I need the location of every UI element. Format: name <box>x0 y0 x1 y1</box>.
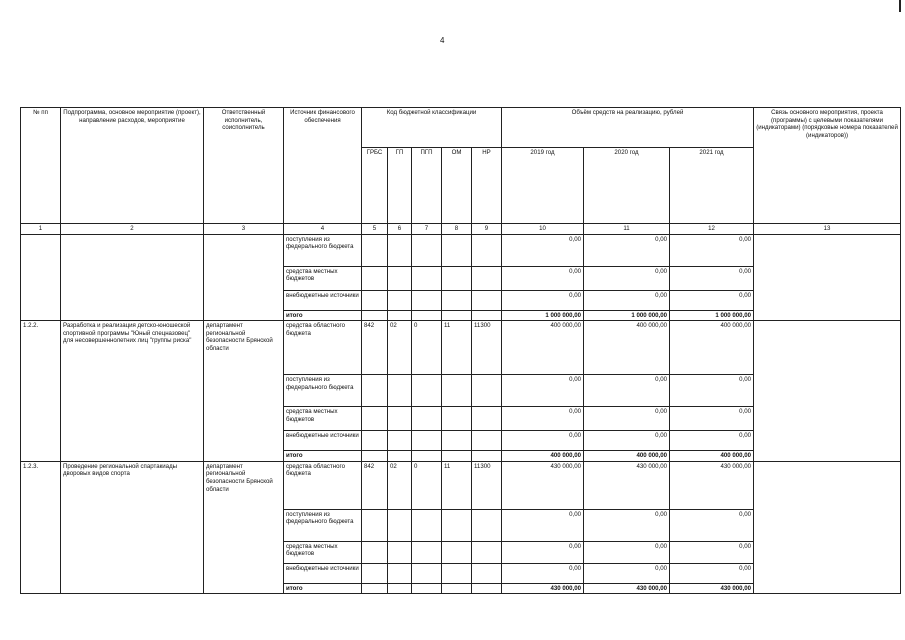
value-2020: 0,00 <box>584 266 670 290</box>
cont-name <box>61 234 204 321</box>
value-2020: 430 000,00 <box>584 461 670 509</box>
value-2021: 0,00 <box>670 563 754 583</box>
source-cell: средства местных бюджетов <box>284 541 362 563</box>
col-number: 1 <box>21 224 61 235</box>
item-executor: департамент региональной безопасности Брянской области <box>204 461 284 594</box>
value-2020: 0,00 <box>584 375 670 407</box>
cont-executor <box>204 234 284 321</box>
col-number: 6 <box>388 224 412 235</box>
total-2019: 1 000 000,00 <box>502 310 584 321</box>
col-number: 4 <box>284 224 362 235</box>
source-cell: внебюджетные источники <box>284 290 362 310</box>
header-budget-code: Код бюджетной классификации <box>362 108 502 148</box>
total-2020: 400 000,00 <box>584 451 670 462</box>
source-cell: средства областного бюджета <box>284 461 362 509</box>
table-row <box>21 461 901 509</box>
col-number: 13 <box>754 224 901 235</box>
item-link <box>754 461 901 594</box>
header-np: НР <box>472 148 502 224</box>
value-2020: 0,00 <box>584 407 670 431</box>
header-row-1 <box>21 108 901 148</box>
header-num: № пп <box>21 108 61 224</box>
value-2021: 0,00 <box>670 234 754 266</box>
value-2021: 0,00 <box>670 375 754 407</box>
value-2021: 400 000,00 <box>670 321 754 375</box>
source-cell: итого <box>284 583 362 594</box>
source-cell: поступления из федерального бюджета <box>284 234 362 266</box>
source-cell: итого <box>284 310 362 321</box>
item-link <box>754 321 901 462</box>
header-om: ОМ <box>442 148 472 224</box>
value-2021: 0,00 <box>670 541 754 563</box>
col-number: 7 <box>412 224 442 235</box>
budget-table <box>20 107 901 594</box>
col-number: 10 <box>502 224 584 235</box>
value-2021: 0,00 <box>670 431 754 451</box>
om-cell: 11 <box>442 461 472 509</box>
value-2021: 0,00 <box>670 290 754 310</box>
header-executor: Ответственный исполнитель, соисполнитель <box>204 108 284 224</box>
column-numbers-row <box>21 224 901 235</box>
col-number: 8 <box>442 224 472 235</box>
col-number: 5 <box>362 224 388 235</box>
value-2020: 0,00 <box>584 509 670 541</box>
col-number: 12 <box>670 224 754 235</box>
col-number: 9 <box>472 224 502 235</box>
np-cell: 11300 <box>472 321 502 375</box>
value-2020: 0,00 <box>584 290 670 310</box>
header-2021: 2021 год <box>670 148 754 224</box>
value-2019: 0,00 <box>502 266 584 290</box>
scan-edge-mark <box>899 0 901 12</box>
page-number: 4 <box>440 36 445 45</box>
gp-cell: 02 <box>388 321 412 375</box>
item-name: Разработка и реализация детско-юношеской спортивной программы "Юный спецназовец" для несовершеннолетних лиц "группы риска" <box>61 321 204 462</box>
header-grbs: ГРБС <box>362 148 388 224</box>
value-2019: 0,00 <box>502 234 584 266</box>
np-cell: 11300 <box>472 461 502 509</box>
total-2020: 430 000,00 <box>584 583 670 594</box>
total-2021: 430 000,00 <box>670 583 754 594</box>
source-cell: поступления из федерального бюджета <box>284 375 362 407</box>
value-2020: 400 000,00 <box>584 321 670 375</box>
value-2021: 0,00 <box>670 407 754 431</box>
total-2020: 1 000 000,00 <box>584 310 670 321</box>
item-executor: департамент региональной безопасности Брянской области <box>204 321 284 462</box>
col-number: 11 <box>584 224 670 235</box>
grbs-cell: 842 <box>362 321 388 375</box>
header-gp: ГП <box>388 148 412 224</box>
source-cell: средства областного бюджета <box>284 321 362 375</box>
value-2021: 0,00 <box>670 509 754 541</box>
value-2020: 0,00 <box>584 541 670 563</box>
header-2020: 2020 год <box>584 148 670 224</box>
value-2019: 0,00 <box>502 541 584 563</box>
col-number: 3 <box>204 224 284 235</box>
value-2019: 0,00 <box>502 407 584 431</box>
value-2020: 0,00 <box>584 563 670 583</box>
item-num: 1.2.3. <box>21 461 61 594</box>
item-name: Проведение региональной спартакиады дворовых видов спорта <box>61 461 204 594</box>
value-2021: 430 000,00 <box>670 461 754 509</box>
om-cell: 11 <box>442 321 472 375</box>
total-2021: 400 000,00 <box>670 451 754 462</box>
col-number: 2 <box>61 224 204 235</box>
value-2020: 0,00 <box>584 234 670 266</box>
cont-link <box>754 234 901 321</box>
table-row <box>21 321 901 375</box>
total-2019: 400 000,00 <box>502 451 584 462</box>
pgp-cell: 0 <box>412 321 442 375</box>
header-volume: Объём средств на реализацию, рублей <box>502 108 754 148</box>
source-cell: итого <box>284 451 362 462</box>
source-cell: внебюджетные источники <box>284 431 362 451</box>
value-2019: 0,00 <box>502 509 584 541</box>
header-link: Связь основного мероприятия, проекта (программы) с целевыми показателями (индикаторами) (порядковые номера показателей (индикаторов)) <box>754 108 901 224</box>
total-2021: 1 000 000,00 <box>670 310 754 321</box>
source-cell: средства местных бюджетов <box>284 407 362 431</box>
item-num: 1.2.2. <box>21 321 61 462</box>
value-2019: 0,00 <box>502 563 584 583</box>
source-cell: средства местных бюджетов <box>284 266 362 290</box>
source-cell: поступления из федерального бюджета <box>284 509 362 541</box>
source-cell: внебюджетные источники <box>284 563 362 583</box>
total-2019: 430 000,00 <box>502 583 584 594</box>
table-row <box>21 234 901 266</box>
value-2020: 0,00 <box>584 431 670 451</box>
header-name: Подпрограмма, основное мероприятие (проект), направление расходов, мероприятие <box>61 108 204 224</box>
gp-cell: 02 <box>388 461 412 509</box>
value-2019: 430 000,00 <box>502 461 584 509</box>
value-2019: 0,00 <box>502 290 584 310</box>
header-source: Источник финансового обеспечения <box>284 108 362 224</box>
value-2019: 0,00 <box>502 375 584 407</box>
value-2019: 400 000,00 <box>502 321 584 375</box>
value-2021: 0,00 <box>670 266 754 290</box>
header-2019: 2019 год <box>502 148 584 224</box>
grbs-cell: 842 <box>362 461 388 509</box>
pgp-cell: 0 <box>412 461 442 509</box>
value-2019: 0,00 <box>502 431 584 451</box>
header-pgp: ПГП <box>412 148 442 224</box>
cont-num <box>21 234 61 321</box>
